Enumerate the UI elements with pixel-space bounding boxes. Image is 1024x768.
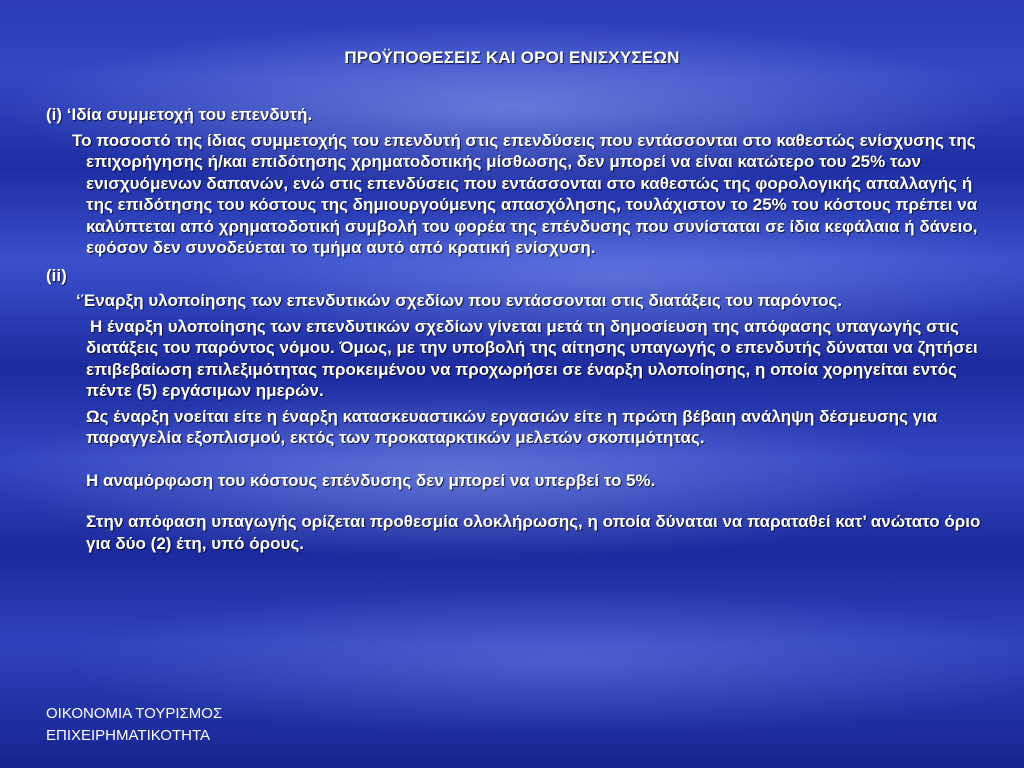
section-ii-heading: (ii) xyxy=(46,265,67,285)
cost-revision-paragraph: Η αναμόρφωση του κόστους επένδυσης δεν μπορεί να υπερβεί το 5%. xyxy=(86,470,656,490)
implementation-start-heading: ‘Έναρξη υλοποίησης των επενδυτικών σχεδίων που εντάσσονται στις διατάξεις του παρόντος. xyxy=(76,291,843,310)
own-contribution-paragraph: Το ποσοστό της ίδιας συμμετοχής του επενδυτή στις επενδύσεις που εντάσσονται στο καθεστώς ενίσχυσης της επιχορήγησης ή/και επιδότησης χρηματοδοτικής μίσθωσης, δεν μπορεί να είναι κατώτερο του 25% των ενισχυόμενων δαπανών, ενώ στις επενδύσεις που εντάσσονται στο καθεστώς της φορολογικής απαλλαγής ή της επιδότησης του κόστους της δημιουργούμενης απασχόλησης, τουλάχιστον το 25% του κόστους πρέπει να καλύπτεται από χρηματοδοτική συμβολή του φορέα της επένδυσης που συνίσταται σε ίδια κεφάλαια ή δάνειο, εφόσον δεν συνοδεύεται το τμήμα αυτό από κρατική ενίσχυση. xyxy=(72,130,978,257)
completion-deadline-paragraph: Στην απόφαση υπαγωγής ορίζεται προθεσμία ολοκλήρωσης, η οποία δύναται να παραταθεί κατ’ ανώτατο όριο για δύο (2) έτη, υπό όρους. xyxy=(86,512,981,553)
section-i-heading: (i) ‘Ιδία συμμετοχή του επενδυτή. xyxy=(46,105,313,124)
slide-title: ΠΡΟΫΠΟΘΕΣΕΙΣ ΚΑΙ ΟΡΟΙ ΕΝΙΣΧΥΣΕΩΝ xyxy=(344,48,680,67)
implementation-paragraph: Η έναρξη υλοποίησης των επενδυτικών σχεδίων γίνεται μετά τη δημοσίευση της απόφασης υπαγωγής στις διατάξεις του παρόντος νόμου. Όμως, με την υποβολή της αίτησης υπαγωγής ο επενδυτής δύναται να ζητήσει επιβεβαίωση επιλεξιμότητας προκειμένου να προχωρήσει σε έναρξη υλοποίησης, η οποία χορηγείται εντός πέντε (5) εργάσιμων ημερών. xyxy=(86,316,978,400)
footer-line-1: ΟΙΚΟΝΟΜΙΑ ΤΟΥΡΙΣΜΟΣ xyxy=(46,705,223,722)
slide-content xyxy=(46,104,996,554)
footer-line-2: ΕΠΙΧΕΙΡΗΜΑΤΙΚΟΤΗΤΑ xyxy=(46,727,210,744)
start-definition-paragraph: Ως έναρξη νοείται είτε η έναρξη κατασκευαστικών εργασιών είτε η πρώτη βέβαιη ανάληψη δέσμευσης για παραγγελία εξοπλισμού, εκτός των προκαταρκτικών μελετών σκοπιμότητας. xyxy=(86,406,938,447)
slide-footer xyxy=(46,703,222,747)
